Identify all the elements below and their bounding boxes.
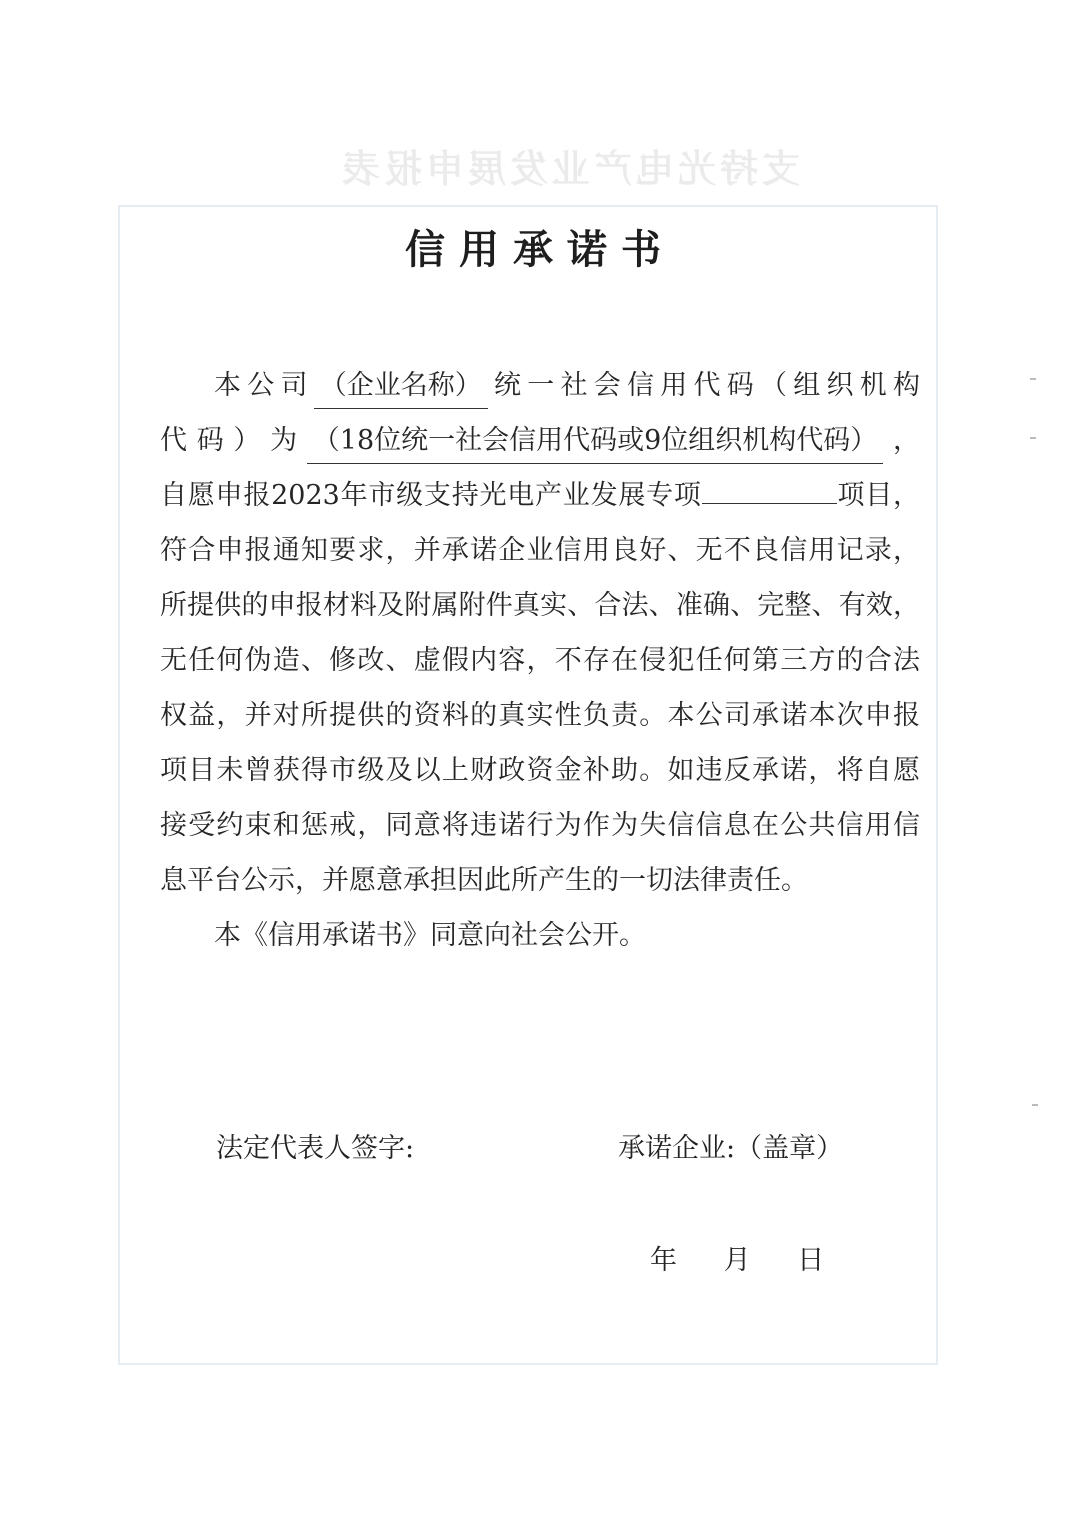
body-line — [160, 468, 920, 523]
document-title: 信用承诺书 — [405, 226, 675, 273]
body-line: 符合申报通知要求，并承诺企业信用良好、无不良信用记录， — [160, 535, 920, 566]
body-text-segment: 自愿申报2023年市级支持光电产业发展专项 — [160, 480, 702, 511]
scan-speck — [1030, 437, 1036, 439]
credit-code-field[interactable]: （18位统一社会信用代码或9位组织机构代码） — [307, 419, 884, 464]
body-text-segment: 项目， — [836, 480, 920, 511]
body-text-segment: ， — [883, 425, 921, 456]
project-name-field[interactable] — [702, 503, 837, 504]
body-line: 无任何伪造、修改、虚假内容，不存在侵犯任何第三方的合法 — [160, 645, 920, 676]
body-line: 权益，并对所提供的资料的真实性负责。本公司承诺本次申报 — [160, 700, 920, 731]
body-line: 息平台公示，并愿意承担因此所产生的一切法律责任。 — [160, 865, 808, 896]
scan-speck — [1030, 378, 1036, 380]
body-line: 项目未曾获得市级及以上财政资金补助。如违反承诺，将自愿 — [160, 755, 920, 786]
scan-speck — [1032, 1104, 1038, 1106]
company-seal: 承诺企业:（盖章） — [618, 1133, 844, 1164]
bleed-line — [118, 205, 938, 207]
company-name-field[interactable]: （企业名称） — [314, 364, 488, 409]
date-month: 月 — [723, 1245, 751, 1276]
disclosure-line: 本《信用承诺书》同意向社会公开。 — [214, 920, 646, 951]
commitment-body — [160, 358, 920, 963]
body-text-segment: 代码）为 — [160, 425, 307, 456]
body-line — [160, 358, 920, 413]
bleed-line — [118, 205, 120, 1365]
body-text-segment: 统一社会信用代码（组织机构 — [487, 370, 920, 401]
bleed-line — [118, 1363, 938, 1365]
body-line: 接受约束和惩戒，同意将违诺行为作为失信信息在公共信用信 — [160, 810, 920, 841]
date-line — [650, 1238, 862, 1277]
body-text-segment: 本公司 — [214, 370, 314, 401]
date-year: 年 — [650, 1245, 677, 1276]
bleed-line — [936, 205, 938, 1365]
body-line — [160, 413, 920, 468]
body-line: 所提供的申报材料及附属附件真实、合法、准确、完整、有效， — [160, 590, 920, 621]
date-day: 日 — [797, 1245, 825, 1276]
legal-representative-signature: 法定代表人签字: — [216, 1133, 415, 1164]
reverse-bleed-title: 支持光电产业发展申报表 — [337, 146, 800, 191]
